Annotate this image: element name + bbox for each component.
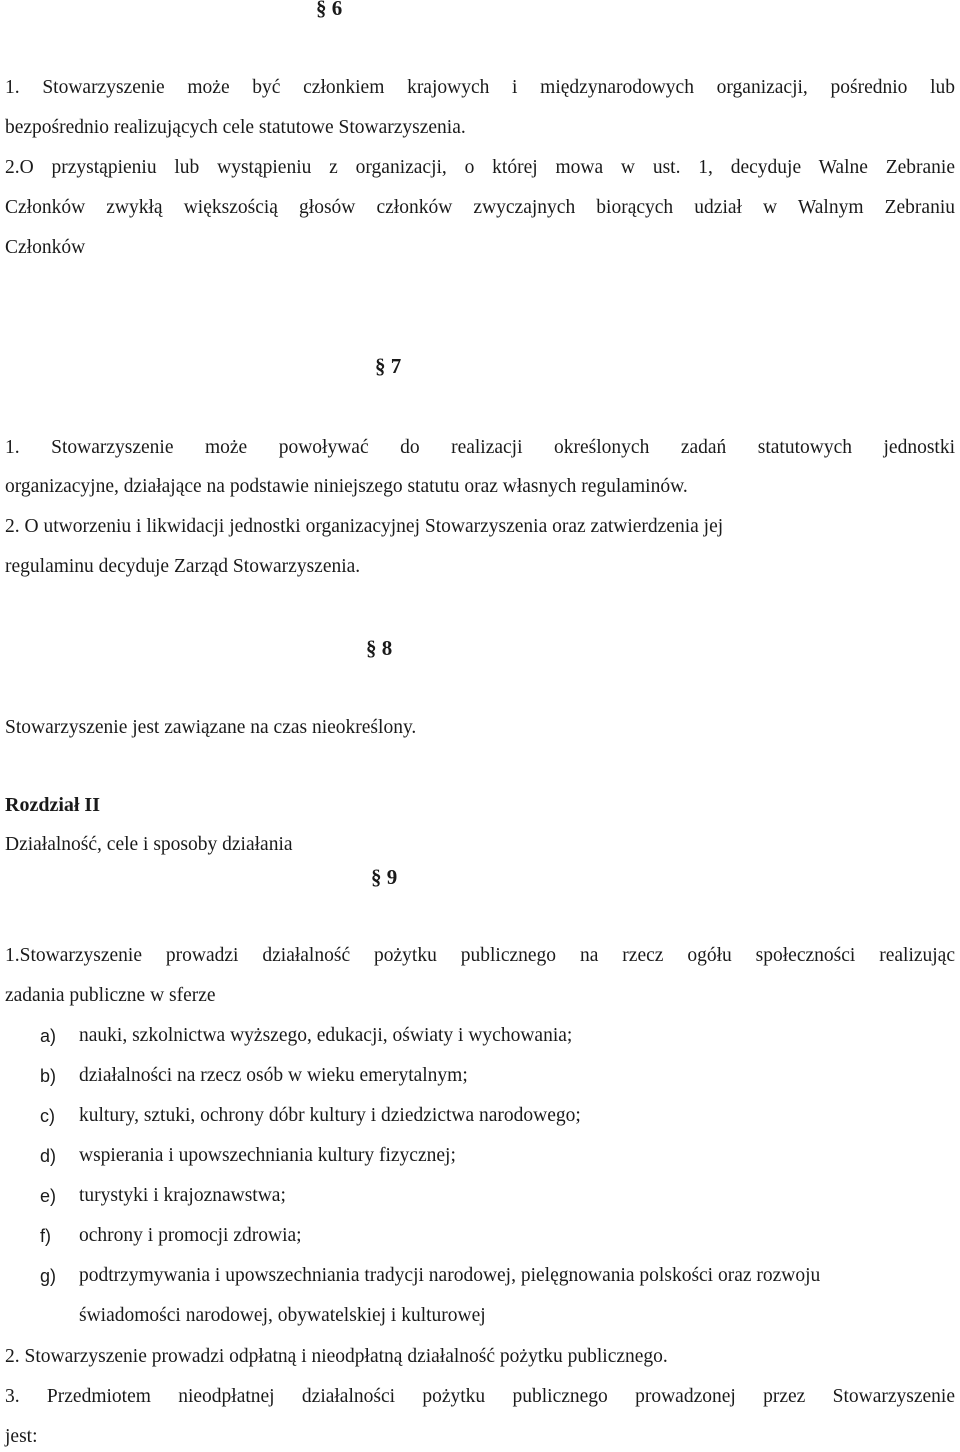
par7-line-1: 1. Stowarzyszenie może powoływać do realizacji określonych zadań statutowych jednostki [5, 437, 955, 458]
list-item-text: turystyki i krajoznawstwa; [79, 1185, 286, 1206]
list-item-text: ochrony i promocji zdrowia; [79, 1225, 302, 1246]
par9-point-3-line-1: 3. Przedmiotem nieodpłatnej działalności pożytku publicznego prowadzonej przez Stowarzyszenie [5, 1386, 955, 1407]
list-item-letter: f) [40, 1226, 51, 1246]
section-9-heading: § 9 [371, 865, 398, 889]
par6-line-5: Członków [5, 237, 86, 258]
list-item-text: działalności na rzecz osób w wieku emerytalnym; [79, 1065, 468, 1086]
section-6-heading: § 6 [316, 0, 343, 20]
chapter-subtitle: Działalność, cele i sposoby działania [5, 834, 293, 855]
par6-line-1: 1. Stowarzyszenie może być członkiem krajowych i międzynarodowych organizacji, pośrednio lub [5, 77, 955, 98]
list-item-letter: g) [40, 1266, 57, 1286]
section-7-heading: § 7 [375, 354, 402, 378]
list-item-letter: a) [40, 1026, 57, 1046]
par6-line-4: Członków zwykłą większością głosów członków zwyczajnych biorących udział w Walnym Zebraniu [5, 197, 955, 218]
list-item-text: kultury, sztuki, ochrony dóbr kultury i dziedzictwa narodowego; [79, 1105, 581, 1126]
list-item-text: podtrzymywania i upowszechniania tradycji narodowej, pielęgnowania polskości oraz rozwoju [79, 1265, 821, 1286]
list-item-letter: d) [40, 1146, 57, 1166]
par9-line-2: zadania publiczne w sferze [5, 985, 216, 1006]
chapter-title: Rozdział II [5, 794, 100, 816]
list-item-continuation: świadomości narodowej, obywatelskiej i kulturowej [79, 1305, 486, 1326]
list-item-letter: b) [40, 1066, 57, 1086]
list-item-letter: e) [40, 1186, 57, 1206]
list-item-text: wspierania i upowszechniania kultury fizycznej; [79, 1145, 456, 1166]
par9-point-2: 2. Stowarzyszenie prowadzi odpłatną i nieodpłatną działalność pożytku publicznego. [5, 1346, 668, 1367]
par6-line-2: bezpośrednio realizujących cele statutowe Stowarzyszenia. [5, 117, 466, 138]
section-8-heading: § 8 [366, 636, 393, 660]
par7-line-3: 2. O utworzeniu i likwidacji jednostki organizacyjnej Stowarzyszenia oraz zatwierdzenia jej [5, 516, 724, 537]
par6-line-3: 2.O przystąpieniu lub wystąpieniu z organizacji, o której mowa w ust. 1, decyduje Walne Zebranie [5, 157, 955, 178]
par8-line-1: Stowarzyszenie jest zawiązane na czas nieokreślony. [5, 717, 417, 738]
list-item-letter: c) [40, 1106, 55, 1126]
par9-line-1: 1.Stowarzyszenie prowadzi działalność pożytku publicznego na rzecz ogółu społeczności realizując [5, 945, 955, 966]
par9-point-3-line-2: jest: [5, 1426, 38, 1447]
par7-line-2: organizacyjne, działające na podstawie niniejszego statutu oraz własnych regulaminów. [5, 476, 688, 497]
list-item-text: nauki, szkolnictwa wyższego, edukacji, oświaty i wychowania; [79, 1025, 573, 1046]
par7-line-4: regulaminu decyduje Zarząd Stowarzyszenia. [5, 556, 361, 577]
